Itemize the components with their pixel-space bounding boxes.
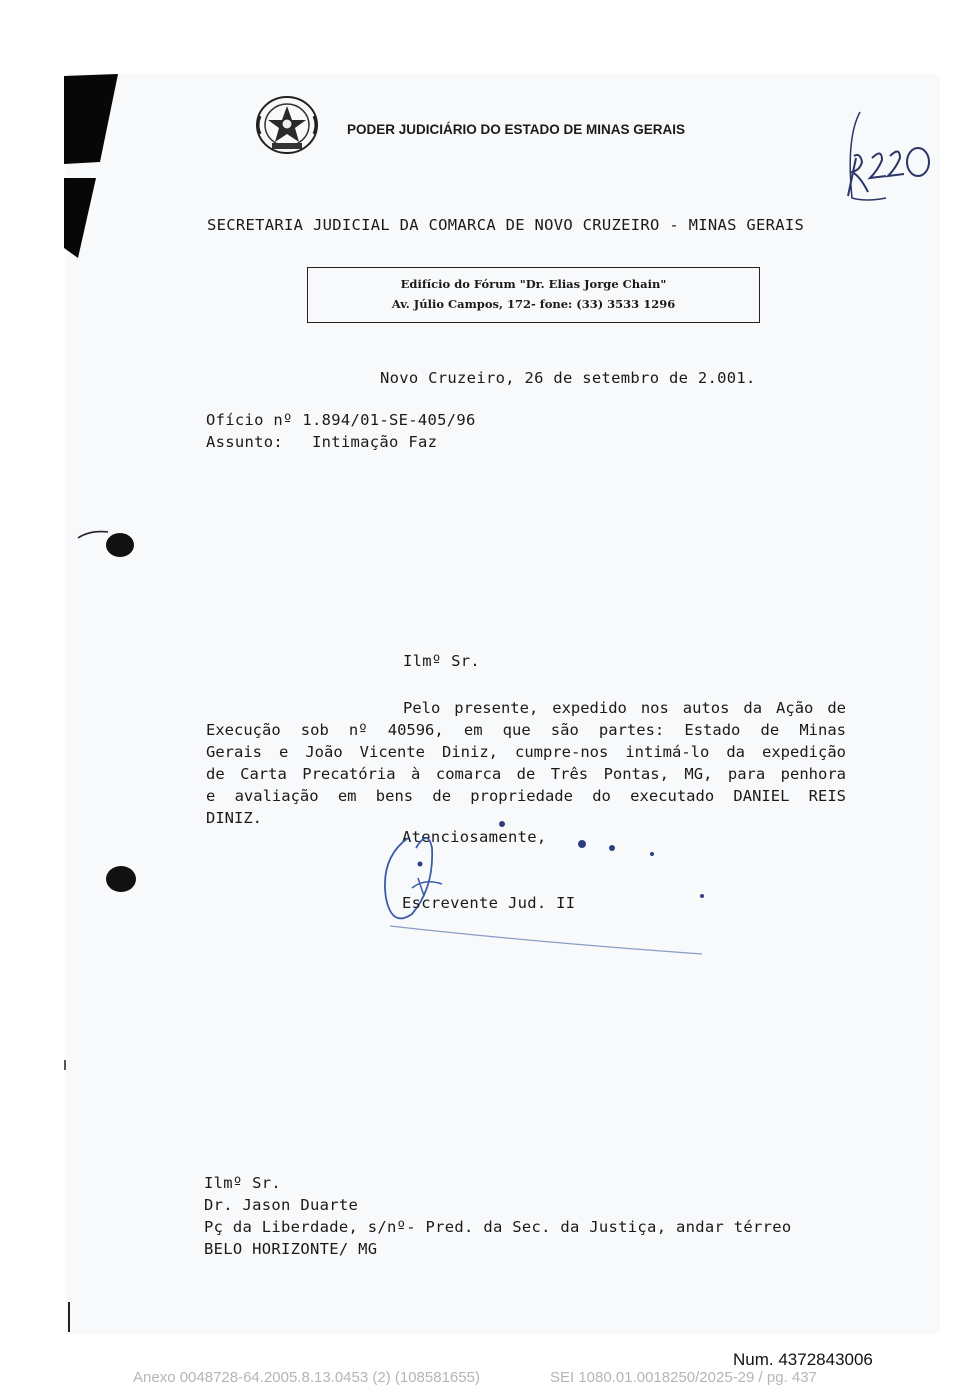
scan-mark <box>68 1302 70 1332</box>
signature <box>372 818 722 958</box>
letter-body <box>206 697 846 829</box>
recipient-city: BELO HORIZONTE/ MG <box>204 1240 378 1258</box>
address-line-2: Av. Júlio Campos, 172- fone: (33) 3533 1296 <box>391 297 676 311</box>
document-number: Num. 4372843006 <box>733 1350 873 1369</box>
salutation: Ilmº Sr. <box>403 652 481 670</box>
body-line: Pelo presente, expedido nos autos da Ação de <box>403 699 846 717</box>
body-line: Execução sob nº 40596, em que são partes: Estado de Minas <box>206 721 846 739</box>
address-line-1: Edifício do Fórum "Dr. Elias Jorge Chain" <box>400 277 667 291</box>
scan-mark <box>64 1060 66 1070</box>
oficio-number: Ofício nº 1.894/01-SE-405/96 <box>206 411 476 429</box>
body-line: e avaliação em bens de propriedade do executado DANIEL REIS <box>206 787 846 805</box>
recipient-salutation: Ilmº Sr. <box>204 1174 282 1192</box>
coat-of-arms-seal <box>254 94 320 156</box>
punch-hole <box>106 866 136 892</box>
handwritten-annotation <box>838 98 938 204</box>
body-line: de Carta Precatória à comarca de Três Pontas, MG, para penhora <box>206 765 846 783</box>
institution-title: PODER JUDICIÁRIO DO ESTADO DE MINAS GERAIS <box>347 122 686 137</box>
body-line: Gerais e João Vicente Diniz, cumpre-nos intimá-lo da expedição <box>206 743 846 761</box>
assunto-value: Intimação Faz <box>312 433 438 451</box>
closing: Atenciosamente, <box>402 828 547 846</box>
anexo-reference: Anexo 0048728-64.2005.8.13.0453 (2) (108581655) <box>133 1369 480 1386</box>
assunto-label: Assunto: <box>206 433 284 451</box>
signer-title: Escrevente Jud. II <box>402 894 576 912</box>
secretaria-heading: SECRETARIA JUDICIAL DA COMARCA DE NOVO CRUZEIRO - MINAS GERAIS <box>207 216 805 234</box>
sei-reference: SEI 1080.01.0018250/2025-29 / pg. 437 <box>550 1369 817 1386</box>
punch-hole <box>106 533 134 557</box>
ink-stroke <box>76 528 110 540</box>
recipient-address: Pç da Liberdade, s/nº- Pred. da Sec. da Justiça, andar térreo <box>204 1218 792 1236</box>
address-box <box>307 267 760 323</box>
date-line: Novo Cruzeiro, 26 de setembro de 2.001. <box>380 369 756 387</box>
body-line: DINIZ. <box>206 809 262 827</box>
scan-edge-artifact <box>62 72 122 262</box>
recipient-name: Dr. Jason Duarte <box>204 1196 359 1214</box>
